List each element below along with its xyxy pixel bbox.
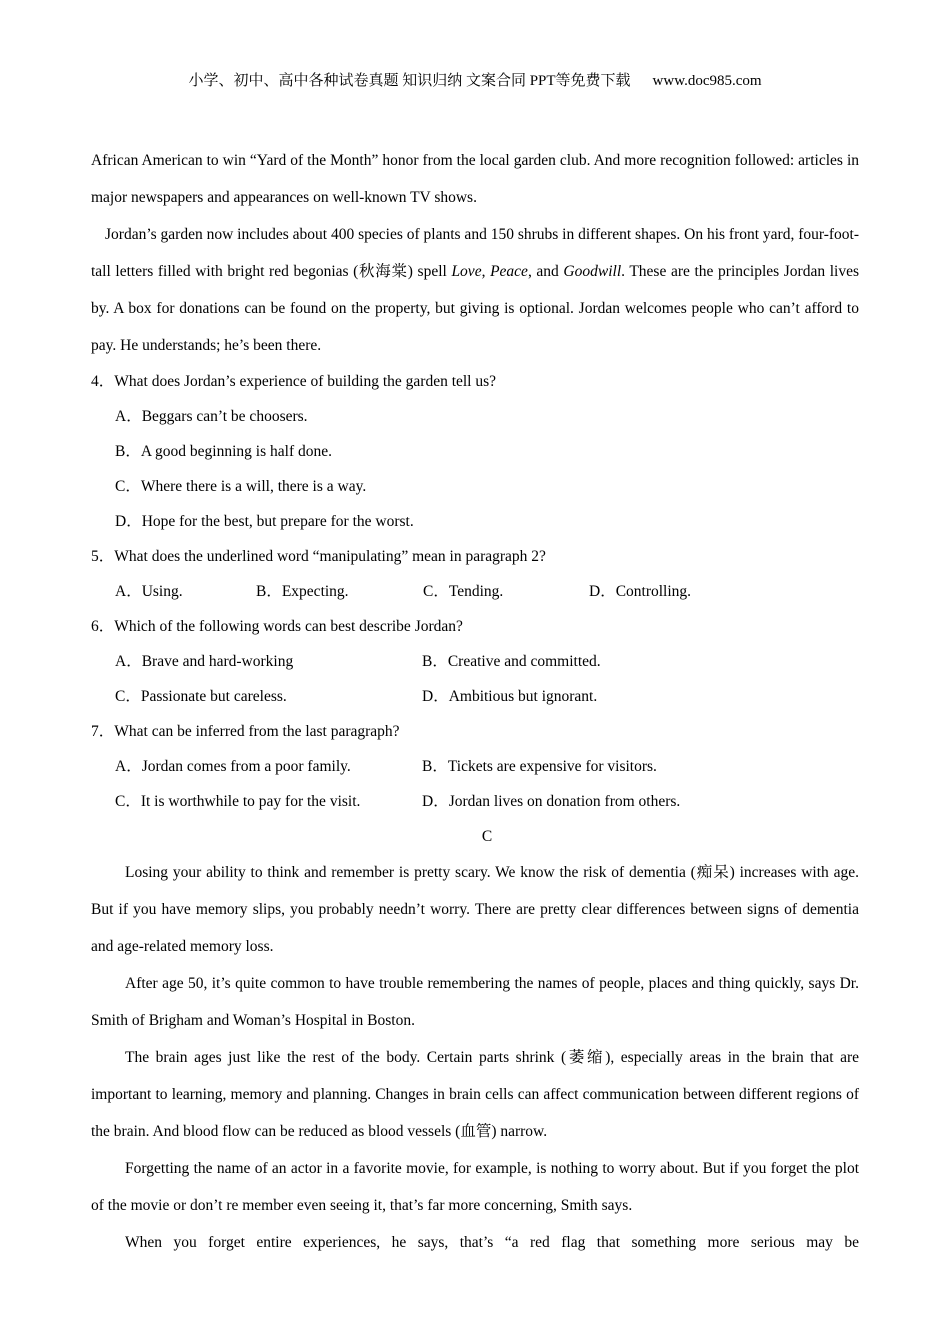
paragraph-age-50: After age 50, it’s quite common to have trouble remembering the names of people, places and thing quickly, says Dr. Smith of Brigham and Woman’s Hospital in Boston. [91, 975, 859, 1029]
option-c: C．Passionate but careless. [115, 688, 287, 705]
option-b: B．Creative and committed. [422, 653, 601, 670]
option-c: C．Where there is a will, there is a way. [115, 478, 367, 495]
section-heading-c: C [481, 828, 493, 845]
question-6 [91, 609, 859, 714]
options-row [115, 644, 859, 679]
paragraph-award: African American to win “Yard of the Month” honor from the local garden club. And more recognition followed: articles in major newspapers and appearances on well-known TV shows. [91, 152, 859, 206]
option-d: D．Ambitious but ignorant. [422, 688, 598, 705]
word-love: Love [451, 263, 482, 280]
option-a: A．Jordan comes from a poor family. [115, 758, 351, 775]
header-url[interactable]: www.doc985.com [652, 73, 762, 89]
option-a: A．Beggars can’t be choosers. [115, 408, 308, 425]
paragraph-forgetting: Forgetting the name of an actor in a favorite movie, for example, is nothing to worry about. But if you forget the plot of the movie or don’t re member even seeing it, that’s far more concerning, Smith says. [91, 1160, 859, 1214]
word-goodwill: Goodwill [563, 263, 622, 280]
options-row [115, 679, 859, 714]
paragraph-brain-ages: The brain ages just like the rest of the body. Certain parts shrink (萎缩), especially areas in the brain that are important to learning, memory and planning. Changes in brain cells can affect communication between different regions of the brain. And blood flow can be reduced as blood vessels (血管) narrow. [91, 1049, 859, 1140]
options-row [115, 574, 859, 609]
question-stem: 4．What does Jordan’s experience of building the garden tell us? [91, 373, 497, 390]
paragraph-red-flag: When you forget entire experiences, he says, that’s “a red flag that something more serious may be [125, 1234, 859, 1251]
options-row [115, 749, 859, 784]
question-stem: 6．Which of the following words can best describe Jordan? [91, 618, 463, 635]
option-b: B．Tickets are expensive for visitors. [422, 758, 657, 775]
jordan-text-1: Jordan’s garden now includes about 400 species of plants and 150 shrubs in different shapes. On his front yard, four-foot-tall letters filled with bright red begonias (秋海棠) spell [91, 226, 860, 280]
jordan-text-2: . These are the principles Jordan lives by. A box for donations can be found on the property, but giving is optional. Jordan welcomes people who can’t afford to pay. He understands; he’s been there. [91, 263, 859, 354]
header-text: 小学、初中、高中各种试卷真题 知识归纳 文案合同 PPT等免费下载 [188, 73, 631, 89]
sep-1: , [481, 263, 491, 280]
option-d: D．Jordan lives on donation from others. [422, 793, 681, 810]
option-d: D．Hope for the best, but prepare for the worst. [115, 513, 414, 530]
paragraph-jordan-garden [91, 216, 859, 364]
option-a: A．Brave and hard-working [115, 653, 294, 670]
document-body [91, 142, 859, 1261]
question-stem: 7．What can be inferred from the last paragraph? [91, 723, 400, 740]
option-a: A．Using. [115, 583, 183, 600]
option-b: B．A good beginning is half done. [115, 443, 332, 460]
question-4 [91, 364, 859, 539]
paragraph-dementia: Losing your ability to think and remember is pretty scary. We know the risk of dementia (痴呆) increases with age. But if you have memory slips, you probably needn’t worry. There are pretty clear differences between signs of dementia and age-related memory loss. [91, 864, 859, 955]
question-stem: 5．What does the underlined word “manipulating” mean in paragraph 2? [91, 548, 546, 565]
option-b: B．Expecting. [256, 583, 349, 600]
option-c: C．It is worthwhile to pay for the visit. [115, 793, 361, 810]
option-d: D．Controlling. [589, 583, 692, 600]
question-5 [91, 539, 859, 609]
page-header [0, 69, 950, 90]
options-row [115, 784, 859, 819]
option-c: C．Tending. [423, 583, 504, 600]
question-7 [91, 714, 859, 819]
word-peace: Peace [490, 263, 528, 280]
sep-2: , and [527, 263, 564, 280]
